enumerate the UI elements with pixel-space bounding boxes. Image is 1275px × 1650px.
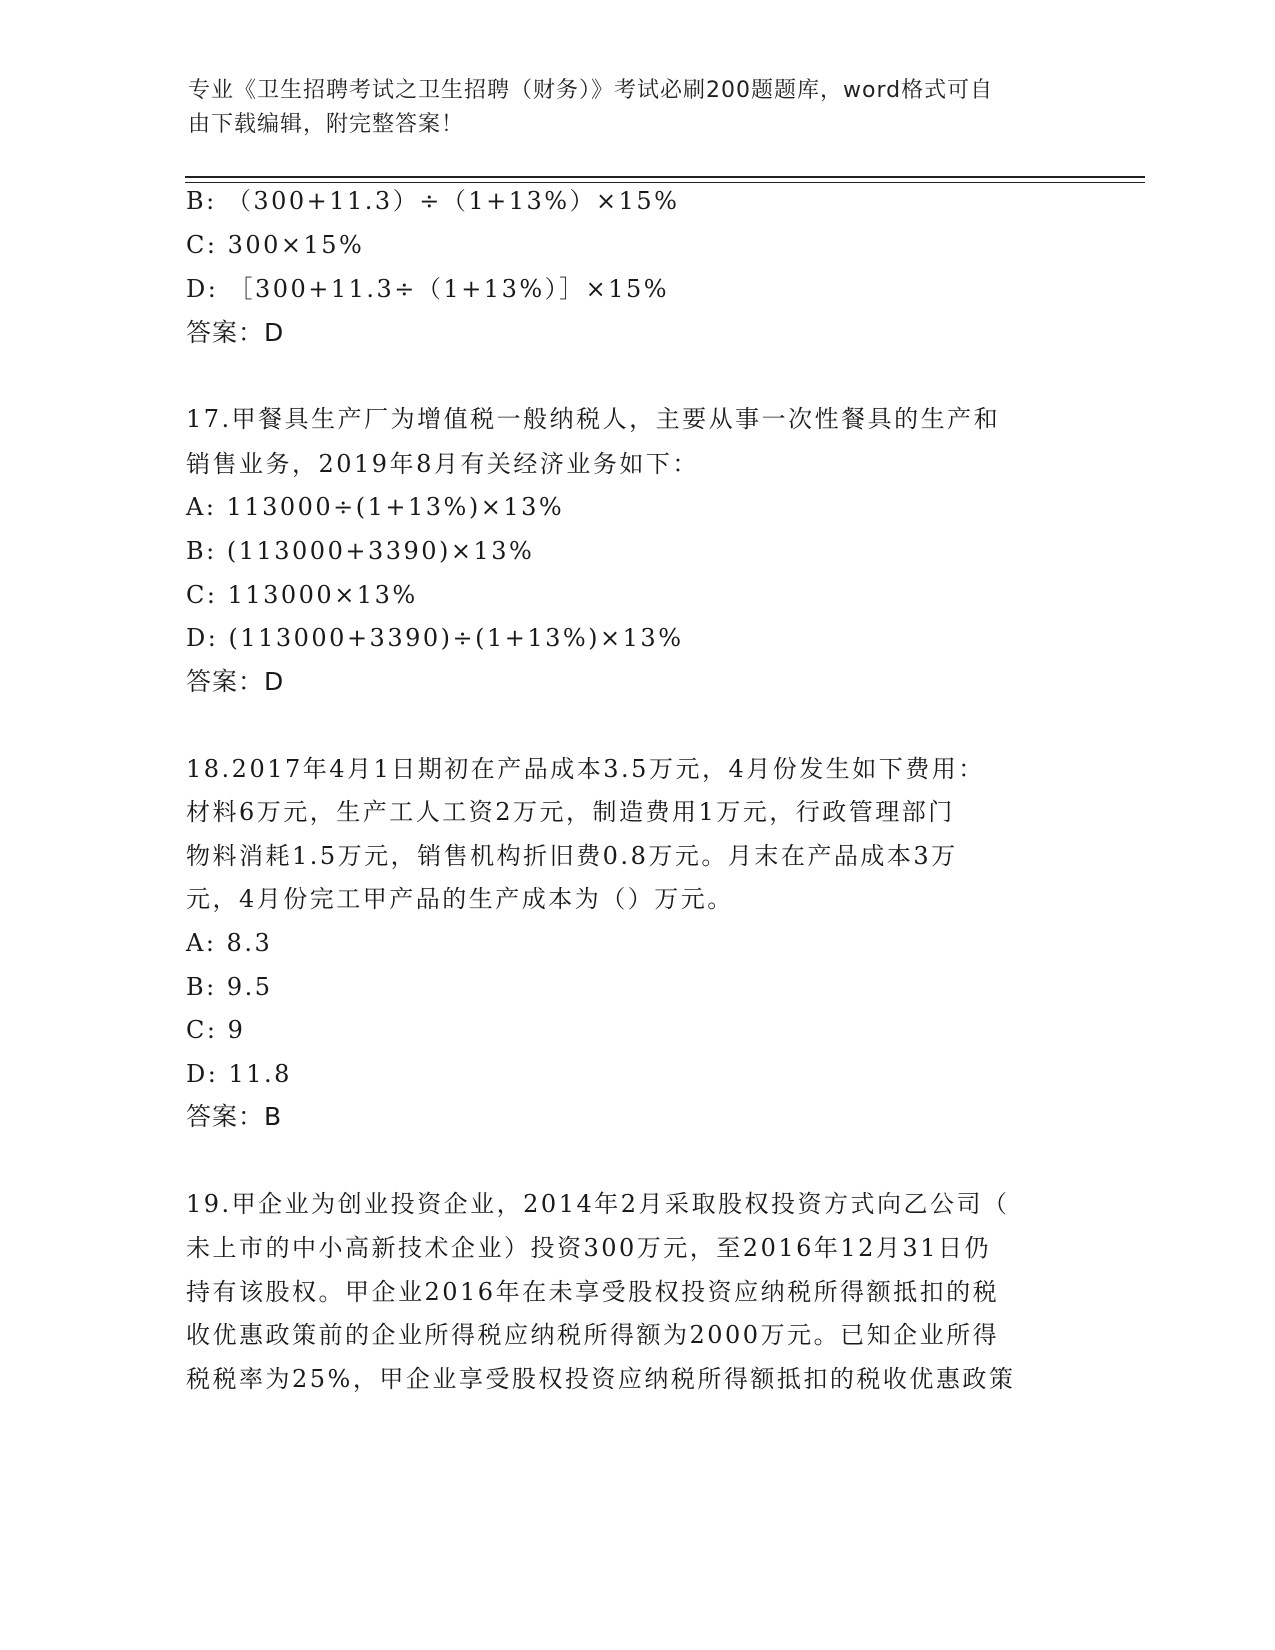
q17-stem-line-2: 销售业务，2019年8月有关经济业务如下： xyxy=(186,450,699,478)
q17-option-c: C: 113000×13% xyxy=(186,581,418,609)
q17-answer: 答案：D xyxy=(186,667,285,696)
q16-answer: 答案：D xyxy=(186,318,285,347)
q18-stem-line-2: 材料6万元，生产工人工资2万元，制造费用1万元，行政管理部门 xyxy=(186,798,955,826)
document-header xyxy=(188,74,1068,142)
q17-option-d: D: (113000+3390)÷(1+13%)×13% xyxy=(186,624,684,652)
q18-stem-line-4: 元，4月份完工甲产品的生产成本为（）万元。 xyxy=(186,885,734,913)
q17-option-a: A: 113000÷(1+13%)×13% xyxy=(186,493,565,521)
q18-option-d: D: 11.8 xyxy=(186,1060,292,1088)
header-rule-thick xyxy=(185,176,1145,178)
q19-stem-line-4: 收优惠政策前的企业所得税应纳税所得额为2000万元。已知企业所得 xyxy=(186,1321,1000,1349)
q18-option-a: A: 8.3 xyxy=(186,929,273,957)
q16-option-b: B: （300+11.3）÷（1+13%）×15% xyxy=(186,187,680,215)
q19-stem-line-1: 19.甲企业为创业投资企业，2014年2月采取股权投资方式向乙公司（ xyxy=(186,1190,1010,1218)
header-title-line-2: 由下载编辑，附完整答案！ xyxy=(188,112,465,137)
q19-stem-line-5: 税税率为25%，甲企业享受股权投资应纳税所得额抵扣的税收优惠政策 xyxy=(186,1365,1016,1393)
q18-option-b: B: 9.5 xyxy=(186,973,273,1001)
q18-answer: 答案：B xyxy=(186,1102,283,1131)
q18-stem-line-1: 18.2017年4月1日期初在产品成本3.5万元，4月份发生如下费用： xyxy=(186,755,985,783)
q17-option-b: B: (113000+3390)×13% xyxy=(186,537,535,565)
q16-option-d: D: ［300+11.3÷（1+13%）］×15% xyxy=(186,275,670,303)
q16-option-c: C: 300×15% xyxy=(186,231,365,259)
header-rule-thin xyxy=(185,182,1145,183)
q17-stem-line-1: 17.甲餐具生产厂为增值税一般纳税人，主要从事一次性餐具的生产和 xyxy=(186,405,1001,433)
q19-stem-line-2: 未上市的中小高新技术企业）投资300万元，至2016年12月31日仍 xyxy=(186,1234,991,1262)
q18-stem-line-3: 物料消耗1.5万元，销售机构折旧费0.8万元。月末在产品成本3万 xyxy=(186,842,958,870)
header-title-line-1: 专业《卫生招聘考试之卫生招聘（财务）》考试必刷200题题库，word格式可自 xyxy=(188,78,994,103)
q18-option-c: C: 9 xyxy=(186,1016,246,1044)
q19-stem-line-3: 持有该股权。甲企业2016年在未享受股权投资应纳税所得额抵扣的税 xyxy=(186,1278,1000,1306)
